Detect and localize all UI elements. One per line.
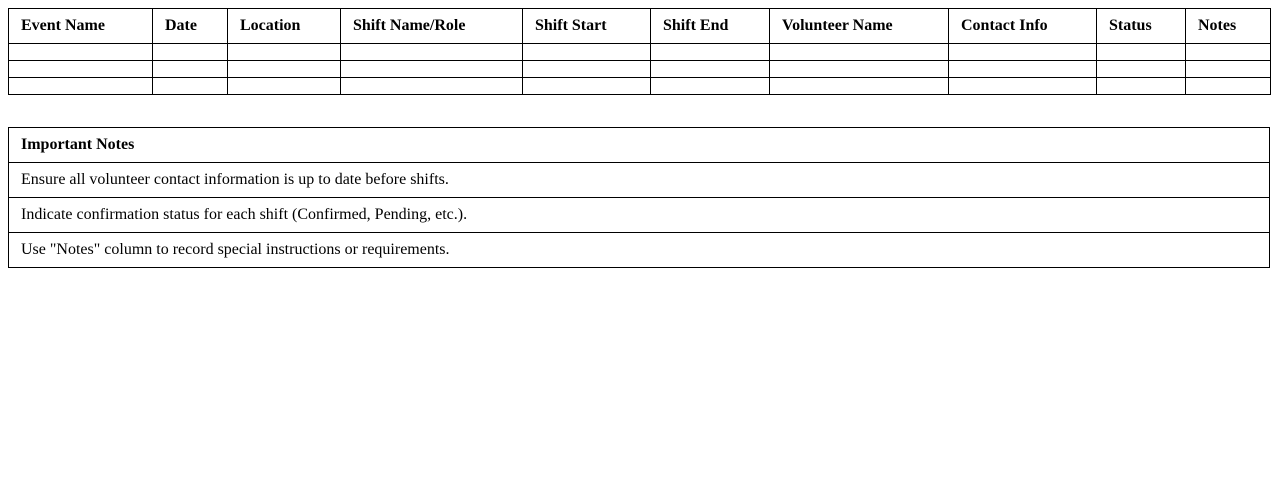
column-header-notes: Notes	[1186, 9, 1271, 44]
note-text: Use "Notes" column to record special instructions or requirements.	[9, 233, 1270, 268]
table-cell	[341, 61, 523, 78]
table-cell	[153, 44, 228, 61]
table-cell	[9, 61, 153, 78]
table-cell	[949, 44, 1097, 61]
column-header-shift-role: Shift Name/Role	[341, 9, 523, 44]
table-cell	[523, 78, 651, 95]
column-header-shift-end: Shift End	[651, 9, 770, 44]
column-header-volunteer-name: Volunteer Name	[770, 9, 949, 44]
column-header-shift-start: Shift Start	[523, 9, 651, 44]
table-cell	[1097, 78, 1186, 95]
notes-title: Important Notes	[9, 128, 1270, 163]
table-cell	[228, 78, 341, 95]
table-cell	[341, 44, 523, 61]
column-header-date: Date	[153, 9, 228, 44]
table-cell	[949, 61, 1097, 78]
important-notes-table	[8, 127, 1270, 268]
table-cell	[153, 61, 228, 78]
table-cell	[651, 78, 770, 95]
table-cell	[9, 44, 153, 61]
table-cell	[770, 61, 949, 78]
table-cell	[651, 44, 770, 61]
table-header-row	[9, 9, 1271, 44]
volunteer-schedule-table	[8, 8, 1271, 95]
table-cell	[9, 78, 153, 95]
column-header-event-name: Event Name	[9, 9, 153, 44]
table-cell	[523, 44, 651, 61]
table-cell	[523, 61, 651, 78]
table-cell	[153, 78, 228, 95]
table-cell	[949, 78, 1097, 95]
table-cell	[1186, 44, 1271, 61]
table-cell	[770, 44, 949, 61]
column-header-contact-info: Contact Info	[949, 9, 1097, 44]
notes-header-row	[9, 128, 1270, 163]
table-cell	[1186, 78, 1271, 95]
table-cell	[1097, 44, 1186, 61]
table-cell	[770, 78, 949, 95]
table-cell	[1097, 61, 1186, 78]
table-cell	[341, 78, 523, 95]
list-item	[9, 163, 1270, 198]
table-cell	[1186, 61, 1271, 78]
table-cell	[228, 61, 341, 78]
column-header-location: Location	[228, 9, 341, 44]
list-item	[9, 233, 1270, 268]
table-row	[9, 44, 1271, 61]
list-item	[9, 198, 1270, 233]
table-cell	[228, 44, 341, 61]
note-text: Indicate confirmation status for each shift (Confirmed, Pending, etc.).	[9, 198, 1270, 233]
table-cell	[651, 61, 770, 78]
table-row	[9, 61, 1271, 78]
column-header-status: Status	[1097, 9, 1186, 44]
note-text: Ensure all volunteer contact information is up to date before shifts.	[9, 163, 1270, 198]
table-row	[9, 78, 1271, 95]
